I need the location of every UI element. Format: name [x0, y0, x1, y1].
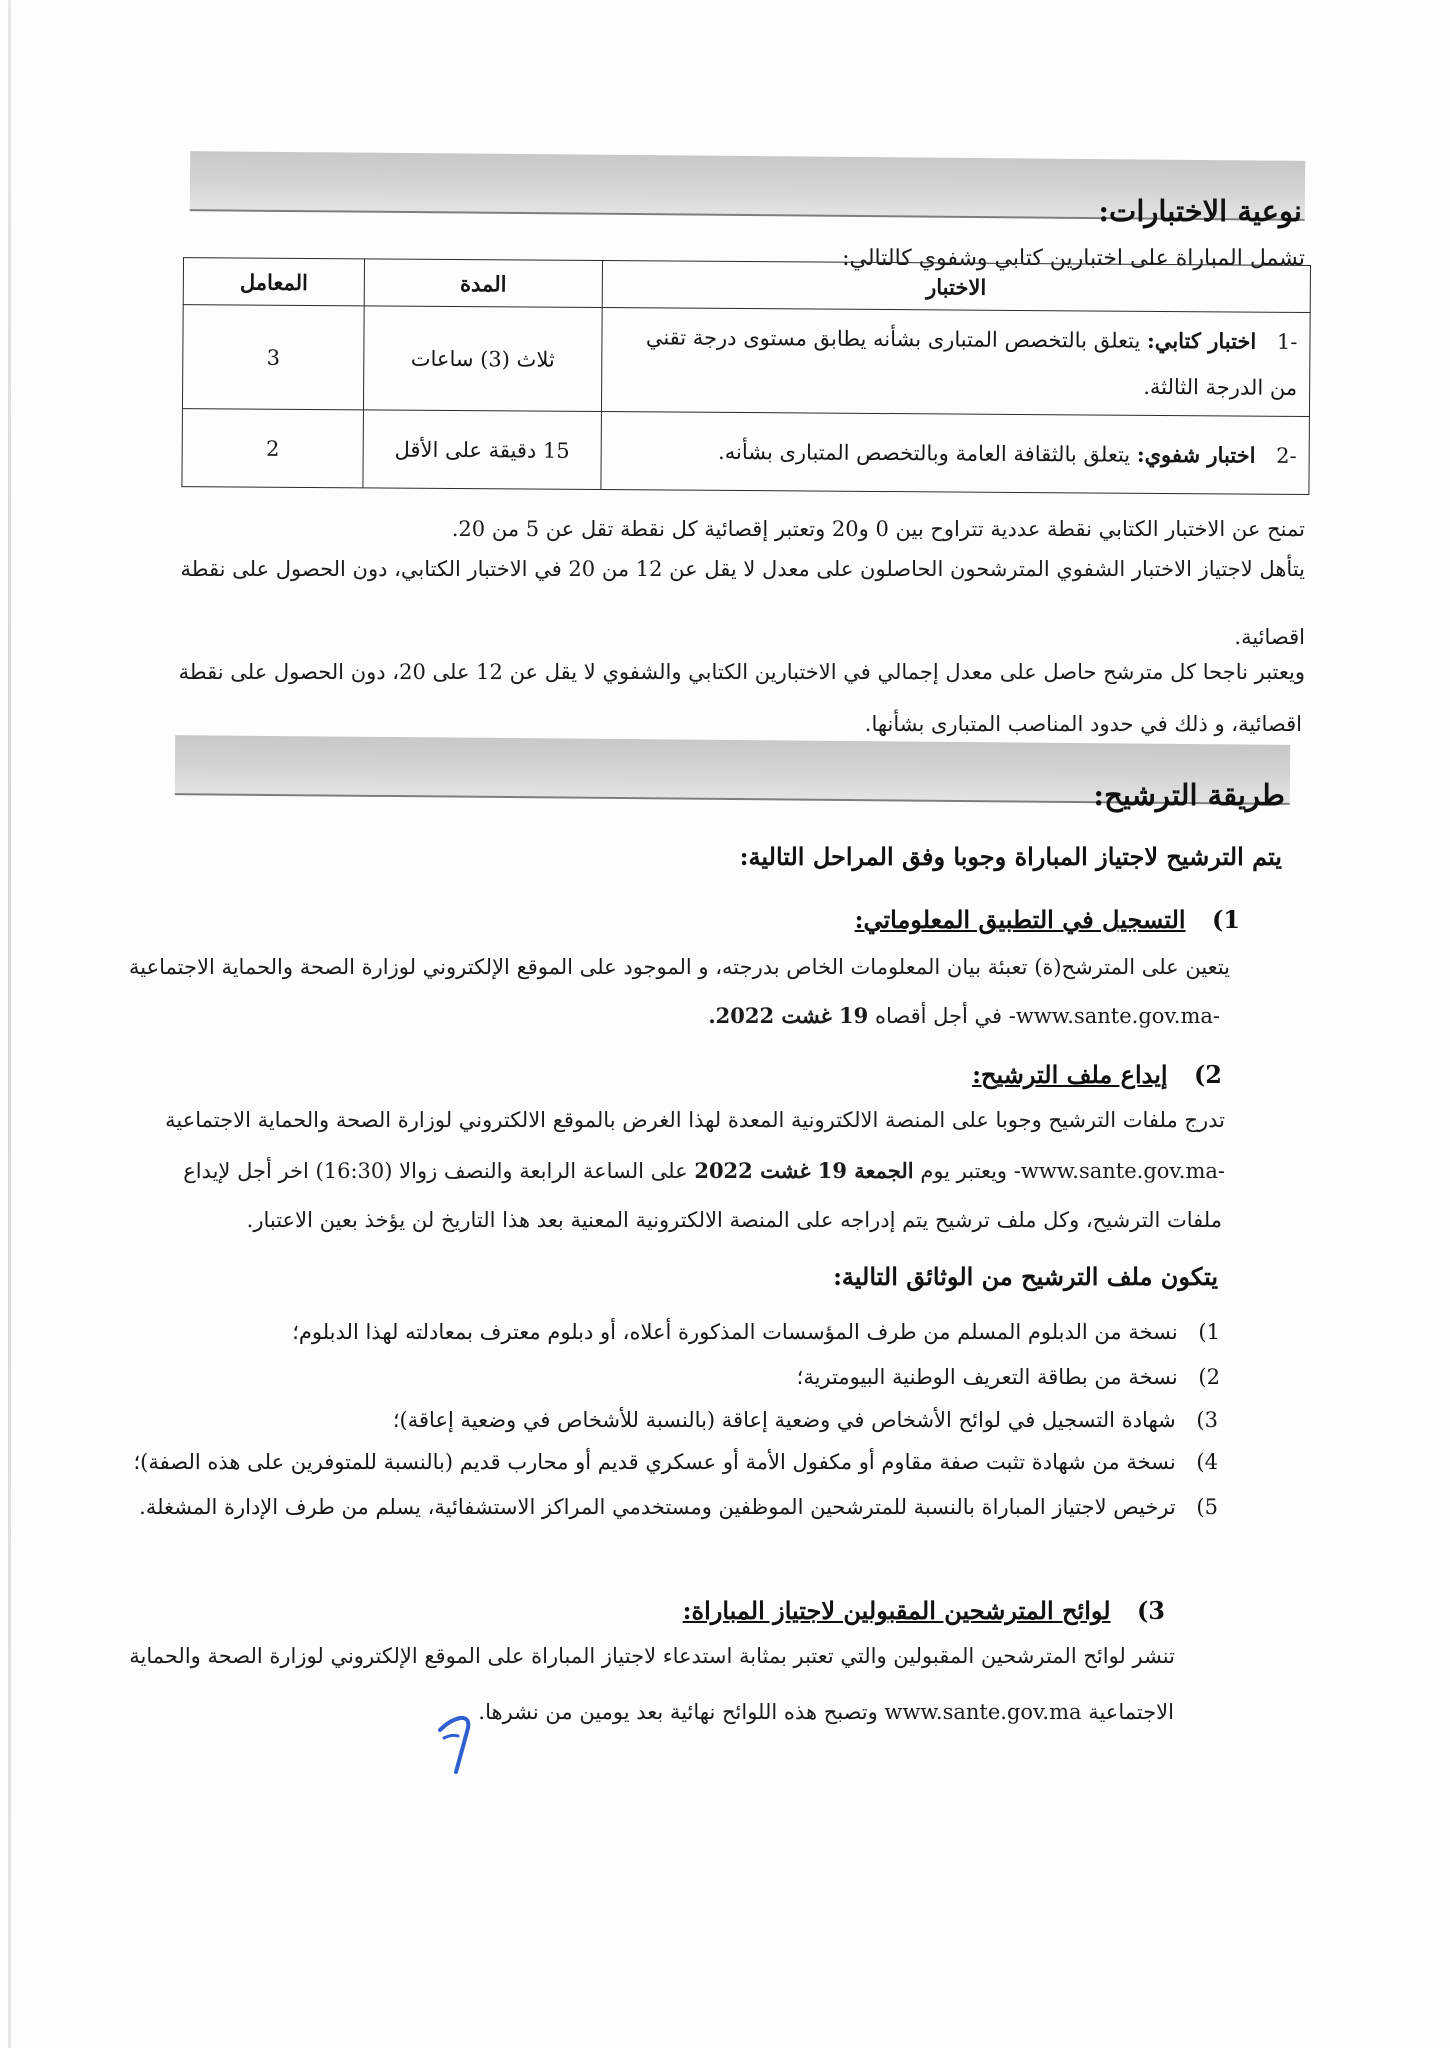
list-text: ترخيص لاجتياز المباراة بالنسبة للمترشحين الموظفين ومستخدمي المراكز الاستشفائية، يسلم من طرف الإدارة المشغلة. — [139, 1495, 1176, 1519]
list-number: 3) — [1196, 1408, 1218, 1432]
list-item — [393, 1408, 1218, 1432]
exam-oral-coefficient: 2 — [182, 409, 364, 488]
exam-intro: تشمل المباراة على اختبارين كتابي وشفوي كالتالي: — [842, 246, 1305, 271]
section-title-exam-type: نوعية الاختبارات: — [1098, 194, 1302, 228]
step-number: 2) — [1193, 1060, 1222, 1089]
handwritten-check-icon — [430, 1690, 500, 1780]
step-1-line-2 — [708, 1003, 1220, 1028]
step-2-line-2-b: على الساعة الرابعة والنصف زوالا (16:30) اخر أجل لإيداع — [183, 1159, 688, 1183]
exam-oral-cell — [601, 412, 1310, 495]
list-number: 4) — [1196, 1450, 1218, 1474]
table-row — [182, 409, 1310, 495]
exam-oral-desc: يتعلق بالثقافة العامة وبالتخصص المتبارى بشأنه. — [718, 439, 1131, 467]
step-number: 3) — [1136, 1596, 1165, 1625]
list-text: شهادة التسجيل في لوائح الأشخاص في وضعية إعاقة (بالنسبة للأشخاص في وضعية إعاقة)؛ — [392, 1408, 1176, 1432]
step-2-line-2 — [183, 1158, 1225, 1183]
row-number: -1 — [1276, 329, 1298, 354]
list-item — [133, 1450, 1218, 1474]
step-number: 1) — [1211, 905, 1240, 934]
step-2-line-3: ملفات الترشيح، وكل ملف ترشيح يتم إدراجه على المنصة الالكترونية المعنية بعد هذا التاريخ لن يؤخذ بعين الاعتبار. — [246, 1208, 1222, 1232]
exam-written-label: اختبار كتابي: — [1147, 327, 1257, 354]
list-number: 5) — [1196, 1495, 1218, 1519]
exam-table — [181, 257, 1311, 495]
step-1-deadline: 19 غشت 2022. — [708, 1003, 869, 1028]
step-2-deadline: الجمعة 19 غشت 2022 — [694, 1158, 914, 1183]
grading-paragraph-1: تمنح عن الاختبار الكتابي نقطة عددية تتراوح بين 0 و20 وتعتبر إقصائية كل نقطة تقل عن 5 من 20. — [451, 517, 1305, 541]
list-item — [797, 1365, 1220, 1389]
exam-oral-label: اختبار شفوي: — [1136, 441, 1256, 468]
header-coefficient: المعامل — [183, 258, 364, 306]
list-text: نسخة من شهادة تثبت صفة مقاوم أو مكفول الأمة أو عسكري قديم أو محارب قديم (بالنسبة للمتوفرين على هذه الصفة)؛ — [133, 1450, 1176, 1474]
grading-paragraph-3-line-2: اقصائية، و ذلك في حدود المناصب المتبارى بشأنها. — [864, 712, 1302, 736]
documents-heading: يتكون ملف الترشيح من الوثائق التالية: — [833, 1262, 1218, 1291]
step-1-heading — [855, 905, 1240, 934]
step-3-heading — [683, 1596, 1165, 1625]
step-3-title: لوائح المترشحين المقبولين لاجتياز المباراة: — [682, 1596, 1111, 1625]
list-item — [139, 1495, 1218, 1519]
list-number: 1) — [1198, 1320, 1220, 1344]
step-3-line-2: الاجتماعية www.sante.gov.ma وتصبح هذه اللوائح نهائية بعد يومين من نشرها. — [478, 1700, 1174, 1724]
list-item — [292, 1320, 1220, 1344]
grading-paragraph-2-line-1: يتأهل لاجتياز الاختبار الشفوي المترشحون الحاصلون على معدل لا يقل عن 12 من 20 في الاختبار الكتابي، دون الحصول على نقطة — [180, 557, 1305, 581]
step-1-title: التسجيل في التطبيق المعلوماتي: — [854, 905, 1186, 934]
step-2-line-2-a: -www.sante.gov.ma- ويعتبر يوم — [920, 1159, 1225, 1183]
header-exam: الاختبار — [602, 261, 1311, 313]
header-duration: المدة — [364, 259, 602, 308]
list-text: نسخة من بطاقة التعريف الوطنية البيومترية؛ — [796, 1365, 1178, 1389]
step-2-heading — [972, 1060, 1222, 1089]
step-2-title: إيداع ملف الترشيح: — [972, 1060, 1168, 1089]
exam-written-duration: ثلاث (3) ساعات — [364, 306, 602, 412]
application-intro: يتم الترشيح لاجتياز المباراة وجوبا وفق المراحل التالية: — [739, 842, 1282, 871]
scan-edge — [8, 0, 11, 2048]
section-title-application: طريقة الترشيح: — [1093, 778, 1285, 812]
exam-written-cell — [601, 308, 1310, 417]
exam-oral-duration: 15 دقيقة على الأقل — [363, 410, 601, 490]
exam-written-desc-2: من الدرجة الثالثة. — [1143, 374, 1298, 400]
step-2-line-1: تدرج ملفات الترشيح وجوبا على المنصة الالكترونية المعدة لهذا الغرض بالموقع الالكتروني لوزارة الصحة والحماية الاجتماعية — [165, 1108, 1225, 1132]
row-number: -2 — [1276, 443, 1297, 468]
step-3-line-1: تنشر لوائح المترشحين المقبولين والتي تعتبر بمثابة استدعاء لاجتياز المباراة على الموقع الإلكتروني لوزارة الصحة والحماية — [129, 1644, 1175, 1668]
grading-paragraph-2-line-2: اقصائية. — [1234, 625, 1305, 649]
exam-written-coefficient: 3 — [182, 305, 364, 410]
list-number: 2) — [1198, 1365, 1220, 1389]
step-1-line-2-text: -www.sante.gov.ma- في أجل أقصاه — [874, 1004, 1220, 1028]
exam-written-desc: يتعلق بالتخصص المتبارى بشأنه يطابق مستوى درجة تقني — [645, 324, 1141, 353]
table-row — [182, 305, 1310, 417]
step-1-line-1: يتعين على المترشح(ة) تعبئة بيان المعلومات الخاص بدرجته، و الموجود على الموقع الإلكتروني لوزارة الصحة والحماية الاجتماعية — [128, 955, 1230, 979]
exam-table-header — [183, 258, 1310, 313]
list-text: نسخة من الدبلوم المسلم من طرف المؤسسات المذكورة أعلاه، أو دبلوم معترف بمعادلته لهذا الدبلوم؛ — [292, 1320, 1178, 1344]
grading-paragraph-3-line-1: ويعتبر ناجحا كل مترشح حاصل على معدل إجمالي في الاختبارين الكتابي والشفوي لا يقل عن 12 على 20، دون الحصول على نقطة — [178, 660, 1305, 684]
